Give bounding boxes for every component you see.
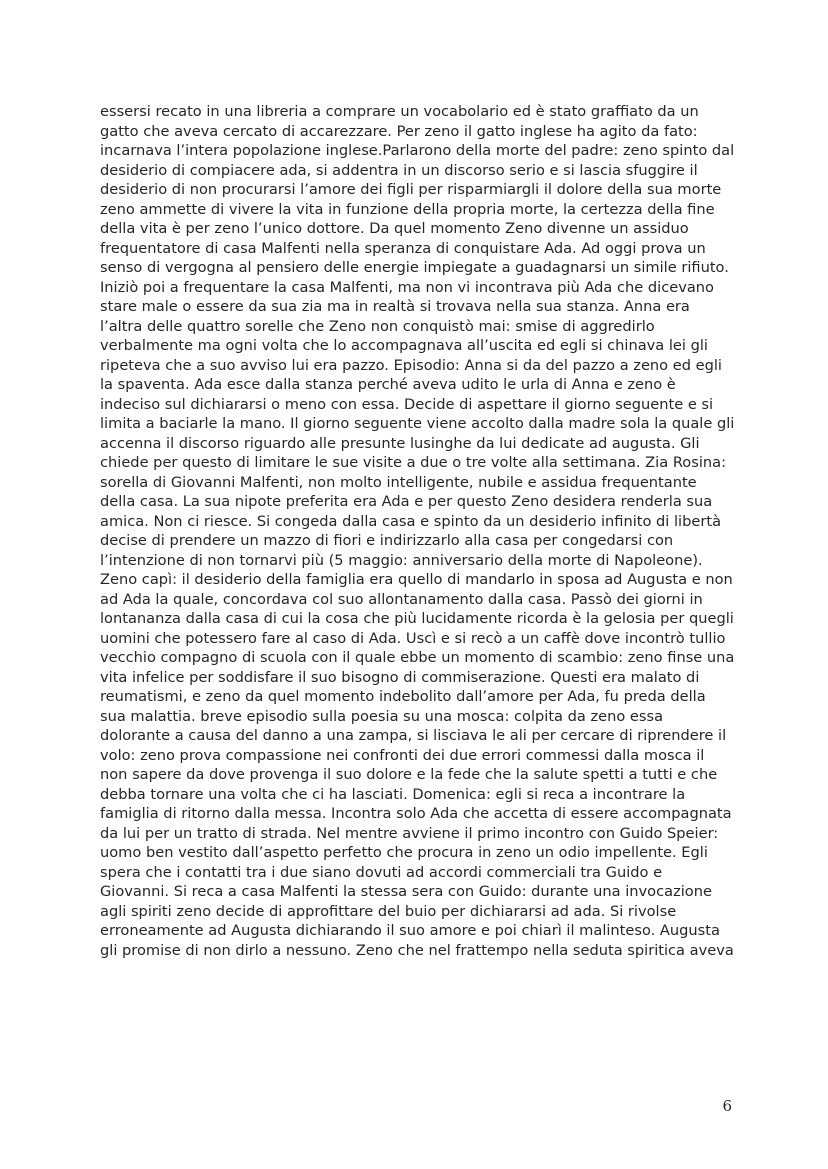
body-paragraph: essersi recato in una libreria a comprare un vocabolario ed è stato graffiato da un gatto che aveva cercato di accarezzare. Per zeno il gatto inglese ha agito da fato: incarnava l’intera popolazione inglese.Parlarono della morte del padre: zeno spinto dal desiderio di compiacere ada, si addentra in un discorso serio e si lascia sfuggire il desiderio di non procurarsi l’amore dei figli per risparmiargli il dolore della sua morte zeno ammette di vivere la vita in funzione della propria morte, la certezza della fine della vita è per zeno l’unico dottore. Da quel momento Zeno divenne un assiduo frequentatore di casa Malfenti nella speranza di conquistare Ada. Ad oggi prova un senso di vergogna al pensiero delle energie impiegate a guadagnarsi un simile rifiuto. Iniziò poi a frequentare la casa Malfenti, ma non vi incontrava più Ada che dicevano stare male o essere da sua zia ma in realtà si trovava nella sua stanza. Anna era l’altra delle quattro sorelle che Zeno non conquistò mai: smise di aggredirlo verbalmente ma ogni volta che lo accompagnava all’uscita ed egli si chinava lei gli ripeteva che a suo avviso lui era pazzo. Episodio: Anna si da del pazzo a zeno ed egli la spaventa. Ada esce dalla stanza perché aveva udito le urla di Anna e zeno è indeciso sul dichiararsi o meno con essa. Decide di aspettare il giorno seguente e si limita a baciarle la mano. Il giorno seguente viene accolto dalla madre sola la quale gli accenna il discorso riguardo alle presunte lusinghe da lui dedicate ad augusta. Gli chiede per questo di limitare le sue visite a due o tre volte alla settimana. Zia Rosina: sorella di Giovanni Malfenti, non molto intelligente, nubile e assidua frequentante della casa. La sua nipote preferita era Ada e per questo Zeno desidera renderla sua amica. Non ci riesce. Si congeda dalla casa e spinto da un desiderio infinito di libertà decise di prendere un mazzo di fiori e indirizzarlo alla casa per congedarsi con l’intenzione di non tornarvi più (5 maggio: anniversario della morte di Napoleone). Zeno capì: il desiderio della famiglia era quello di mandarlo in sposa ad Augusta e non ad Ada la quale, concordava col suo allontanamento dalla casa. Passò dei giorni in lontananza dalla casa di cui la cosa che più lucidamente ricorda è la gelosia per quegli uomini che potessero fare al caso di Ada. Uscì e si recò a un caffè dove incontrò tullio vecchio compagno di scuola con il quale ebbe un momento di scambio: zeno finse una vita infelice per soddisfare il suo bisogno di commiserazione. Questi era malato di reumatismi, e zeno da quel momento indebolito dall’amore per Ada, fu preda della sua malattia. breve episodio sulla poesia su una mosca: colpita da zeno essa dolorante a causa del danno a una zampa, si lisciava le ali per cercare di riprendere il volo: zeno prova compassione nei confronti dei due errori commessi dalla mosca il non sapere da dove provenga il suo dolore e la fede che la salute spetti a tutti e che debba tornare una volta che ci ha lasciati. Domenica: egli si reca a incontrare la famiglia di ritorno dalla messa. Incontra solo Ada che accetta di essere accompagnata da lui per un tratto di strada. Nel mentre avviene il primo incontro con Guido Speier: uomo ben vestito dall’aspetto perfetto che procura in zeno un odio impellente. Egli spera che i contatti tra i due siano dovuti ad accordi commerciali tra Guido e Giovanni. Si reca a casa Malfenti la stessa sera con Guido: durante una invocazione agli spiriti zeno decide di approfittare del buio per dichiararsi ad ada. Si rivolse erroneamente ad Augusta dichiarando il suo amore e poi chiarì il malinteso. Augusta gli promise di non dirlo a nessuno. Zeno che nel frattempo nella seduta spiritica aveva <box>100 103 735 959</box>
page-number: 6 <box>722 1097 732 1115</box>
